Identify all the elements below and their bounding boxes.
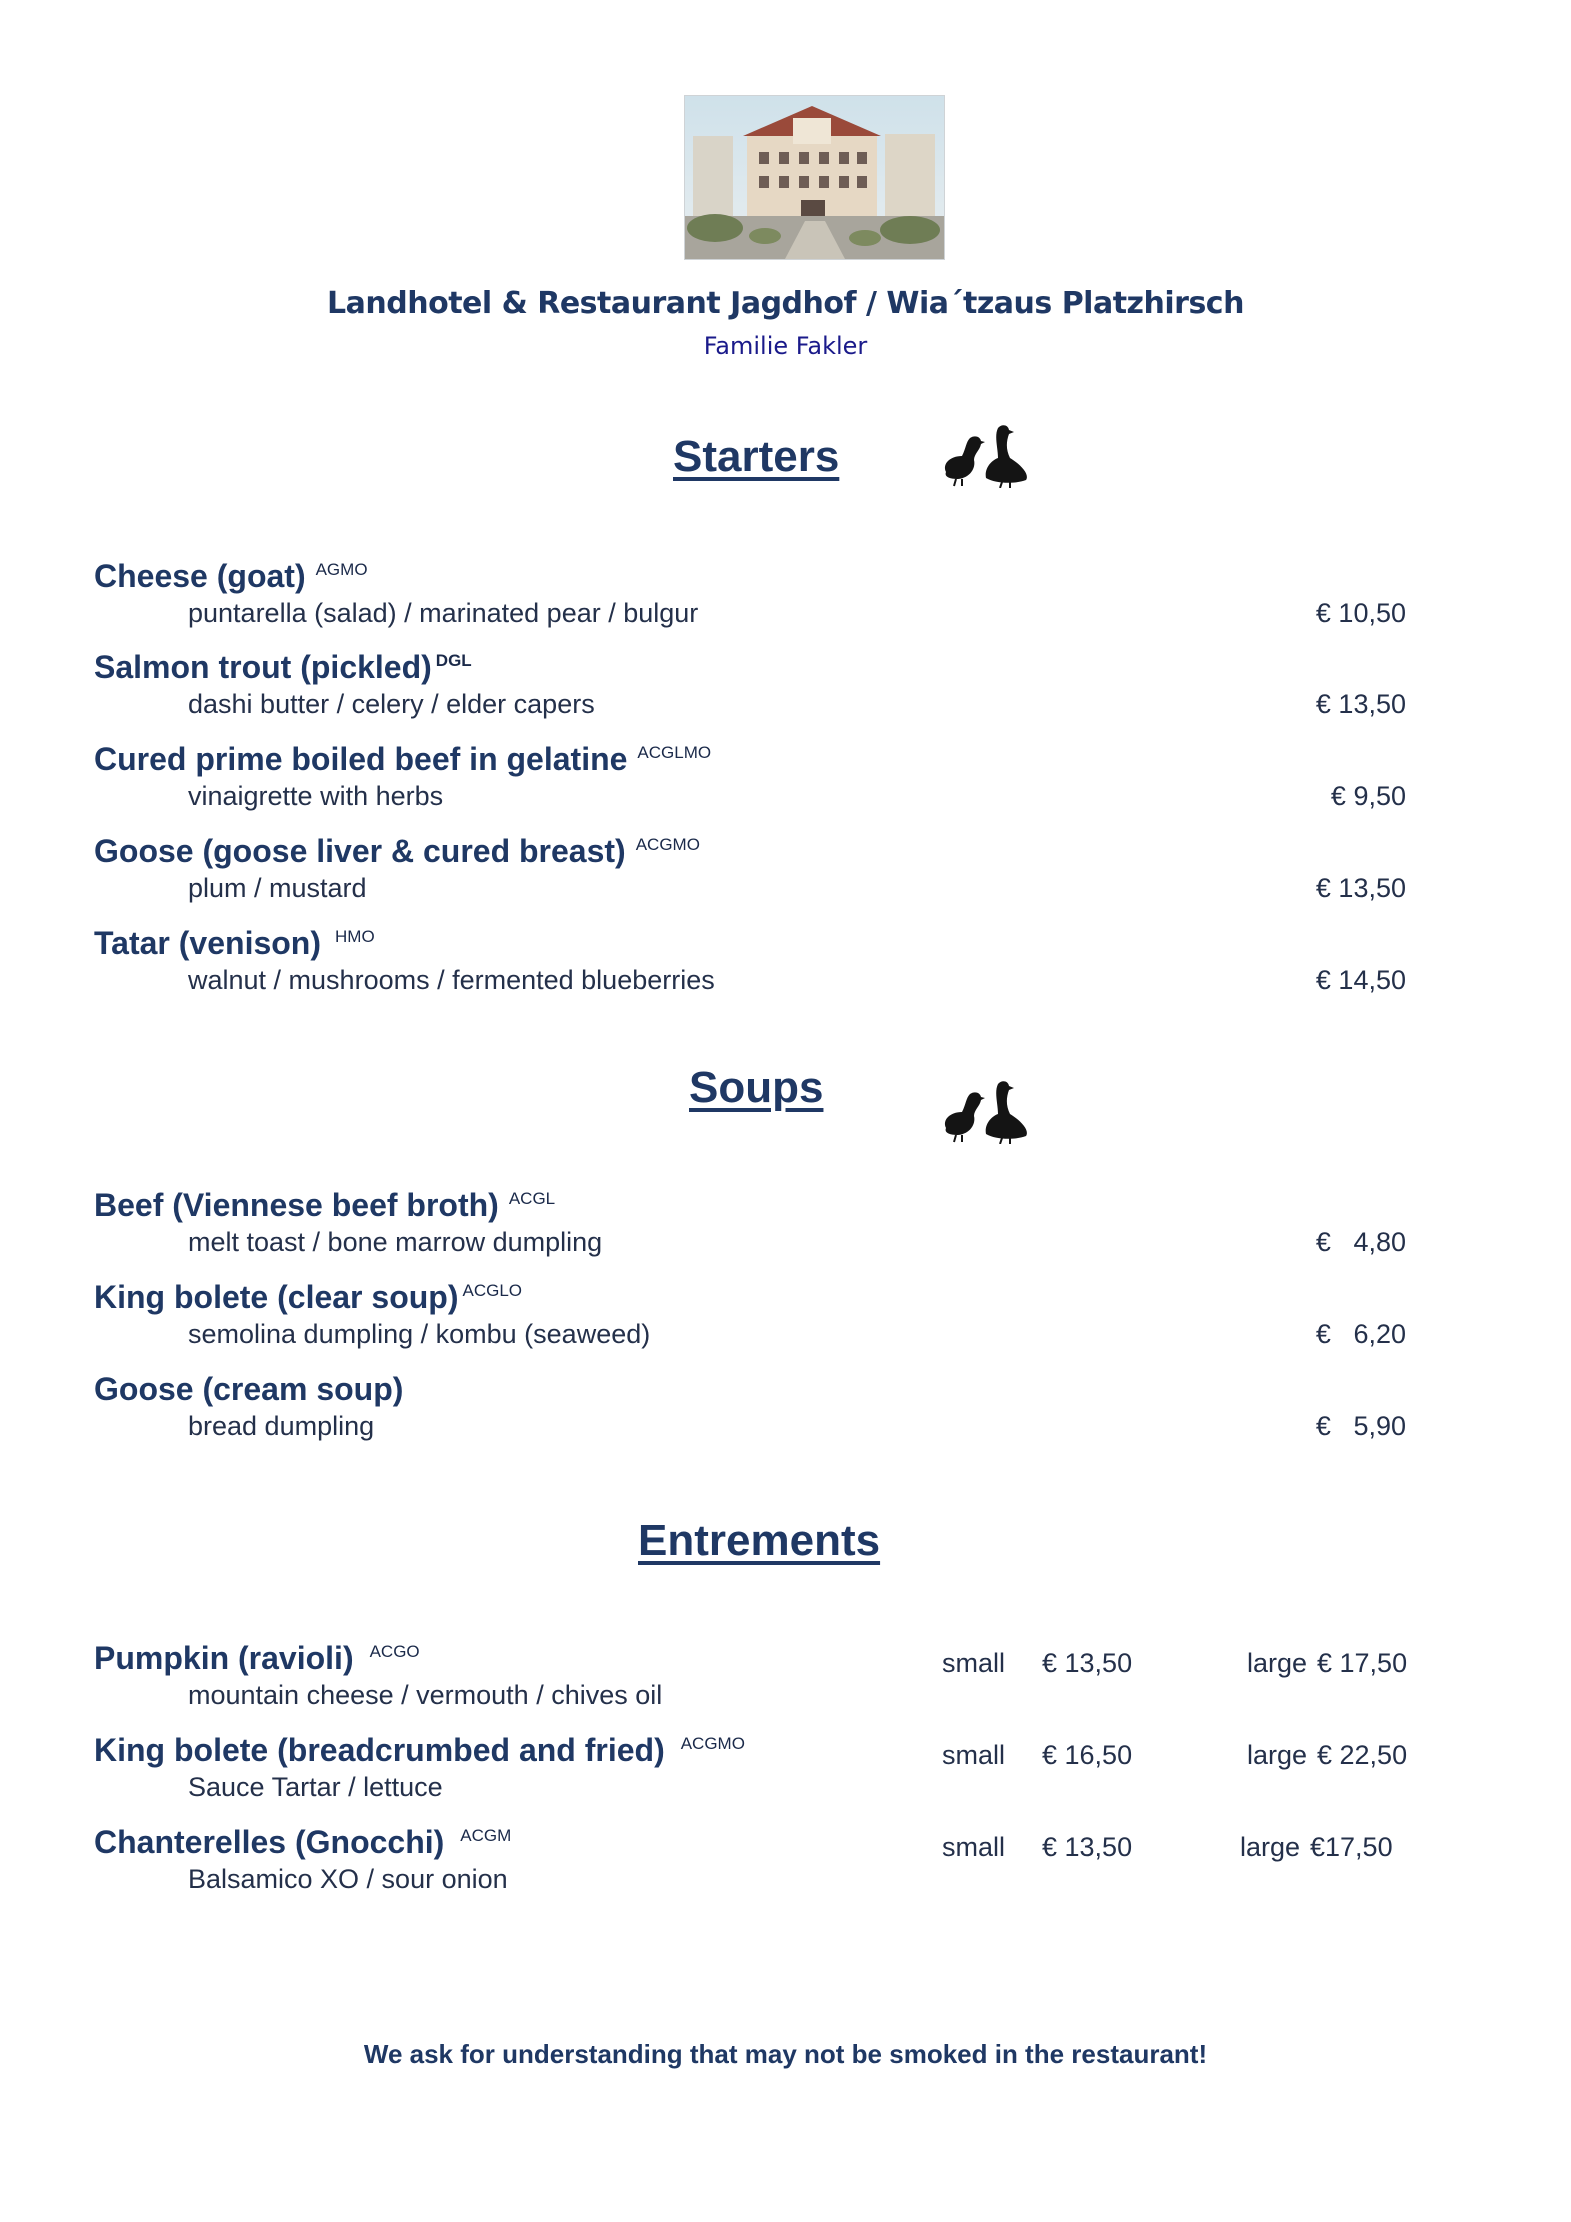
hotel-name: Landhotel & Restaurant Jagdhof / Wia´tzaus Platzhirsch bbox=[327, 286, 1244, 321]
item-name: Cheese (goat) $^{AGMO}$ bbox=[94, 558, 368, 594]
section-title-entrements: Entrements bbox=[638, 1516, 881, 1565]
price-large: € 22,50 bbox=[1317, 1740, 1408, 1770]
allergen-codes: ACGMO bbox=[680, 1734, 745, 1754]
item-description: plum / mustard bbox=[188, 873, 367, 903]
item-price: € 4,80 bbox=[1315, 1227, 1406, 1257]
menu-item bbox=[94, 741, 1571, 811]
allergen-codes: AGMO bbox=[315, 560, 368, 580]
item-description: Sauce Tartar / lettuce bbox=[188, 1772, 443, 1802]
menu-item bbox=[94, 925, 1571, 995]
size-large-label: large bbox=[1247, 1648, 1308, 1678]
size-small-label: small bbox=[942, 1740, 1006, 1770]
menu-item bbox=[94, 1187, 1571, 1257]
allergen-codes: HMO bbox=[335, 927, 375, 947]
item-description: vinaigrette with herbs bbox=[188, 781, 444, 811]
allergen-codes: ACGM bbox=[460, 1826, 512, 1846]
item-name: Beef (Viennese beef broth) $^{ACGL}$ bbox=[94, 1187, 556, 1223]
item-name: Chanterelles (Gnocchi) $^{ACGM}$ bbox=[94, 1824, 512, 1860]
price-small: € 13,50 bbox=[1042, 1648, 1133, 1678]
menu-item bbox=[94, 649, 1571, 719]
section-title-starters: Starters bbox=[673, 432, 840, 481]
item-description: melt toast / bone marrow dumpling bbox=[188, 1227, 603, 1257]
item-name: Pumpkin (ravioli) $^{ACGO}$ bbox=[94, 1640, 420, 1676]
menu-item bbox=[94, 558, 1571, 628]
allergen-codes: ACGLO bbox=[462, 1281, 523, 1301]
item-name: King bolete (clear soup) $^{ACGLO}$ bbox=[94, 1279, 523, 1315]
allergen-codes: ACGO bbox=[369, 1642, 420, 1662]
price-small: € 16,50 bbox=[1042, 1740, 1133, 1770]
allergen-codes: DGL bbox=[435, 651, 472, 671]
item-price: € 13,50 bbox=[1315, 873, 1406, 903]
item-description: mountain cheese / vermouth / chives oil bbox=[188, 1680, 663, 1710]
menu-item bbox=[94, 1824, 1571, 1894]
item-name: Goose (goose liver & cured breast) $^{ACGMO}$ bbox=[94, 833, 700, 869]
item-name: King bolete (breadcrumbed and fried) $^{ACGMO}$ bbox=[94, 1732, 745, 1768]
family-name: Familie Fakler bbox=[703, 332, 868, 360]
menu-item bbox=[94, 833, 1571, 903]
price-small: € 13,50 bbox=[1042, 1832, 1133, 1862]
item-price: € 13,50 bbox=[1315, 689, 1406, 719]
item-description: dashi butter / celery / elder capers bbox=[188, 689, 595, 719]
item-price: € 14,50 bbox=[1315, 965, 1406, 995]
item-name: Tatar (venison) $^{HMO}$ bbox=[94, 925, 375, 961]
size-small-label: small bbox=[942, 1832, 1006, 1862]
item-description: walnut / mushrooms / fermented blueberries bbox=[188, 965, 715, 995]
menu-item bbox=[94, 1371, 1571, 1441]
item-name: Cured prime boiled beef in gelatine $^{ACGLMO}$ bbox=[94, 741, 712, 777]
item-description: semolina dumpling / kombu (seaweed) bbox=[188, 1319, 651, 1349]
allergen-codes: ACGMO bbox=[635, 835, 700, 855]
item-description: puntarella (salad) / marinated pear / bulgur bbox=[188, 598, 699, 628]
menu-item bbox=[94, 1732, 1571, 1802]
allergen-codes: ACGLMO bbox=[637, 743, 712, 763]
price-large: €17,50 bbox=[1310, 1832, 1393, 1862]
allergen-codes: ACGL bbox=[508, 1189, 556, 1209]
menu-item bbox=[94, 1640, 1571, 1710]
item-name: Goose (cream soup) bbox=[94, 1371, 404, 1407]
item-price: € 10,50 bbox=[1315, 598, 1406, 628]
item-price: € 9,50 bbox=[1330, 781, 1406, 811]
ducks-icon bbox=[936, 422, 1032, 488]
no-smoking-notice: We ask for understanding that may not be smoked in the restaurant! bbox=[363, 2039, 1208, 2069]
hotel-photo bbox=[684, 95, 945, 260]
size-large-label: large bbox=[1247, 1740, 1308, 1770]
price-large: € 17,50 bbox=[1317, 1648, 1408, 1678]
item-description: Balsamico XO / sour onion bbox=[188, 1864, 508, 1894]
item-price: € 5,90 bbox=[1315, 1411, 1406, 1441]
item-price: € 6,20 bbox=[1315, 1319, 1406, 1349]
ducks-icon bbox=[936, 1078, 1032, 1144]
menu-item bbox=[94, 1279, 1571, 1349]
item-name: Salmon trout (pickled) $^{DGL}$ bbox=[94, 649, 472, 685]
section-title-soups: Soups bbox=[689, 1063, 824, 1112]
size-large-label: large bbox=[1240, 1832, 1301, 1862]
size-small-label: small bbox=[942, 1648, 1006, 1678]
item-description: bread dumpling bbox=[188, 1411, 375, 1441]
